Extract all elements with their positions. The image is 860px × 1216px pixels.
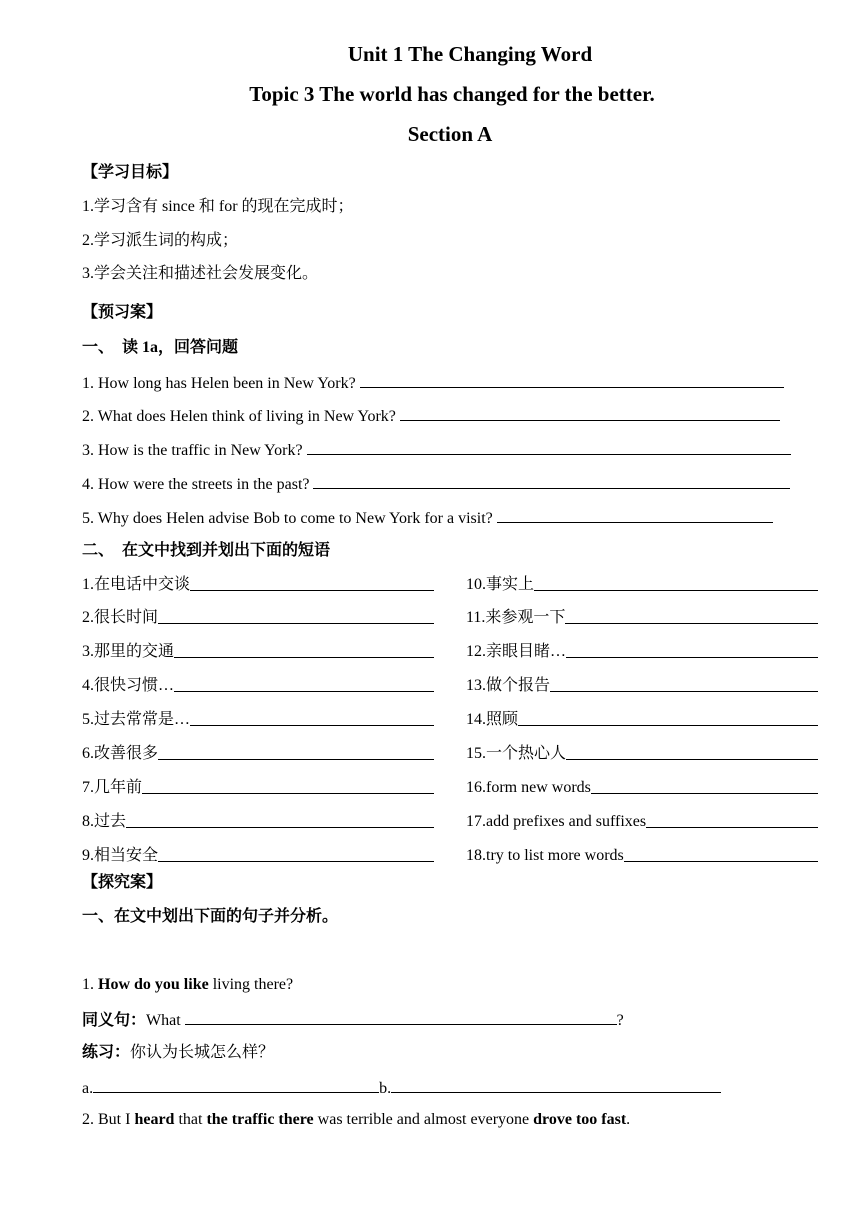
phrase-row [466,575,818,595]
sentence-1: 1. How do you like living there? [82,976,294,993]
phrase-blank[interactable] [518,710,818,726]
phrase-text: 3.那里的交通 [82,643,175,660]
answer-blank[interactable] [307,439,791,455]
phrase-blank[interactable] [126,812,434,828]
question-row [82,507,773,529]
phrase-row [466,812,818,832]
synonym-blank[interactable] [185,1009,617,1025]
question-text: 1. How long has Helen been in New York? [82,375,356,392]
phrase-blank[interactable] [174,642,434,658]
synonym-label: 同义句： [82,1012,147,1029]
answer-ab-row: a. b. [82,1077,721,1099]
answer-blank[interactable] [400,405,780,421]
question-text: 3. How is the traffic in New York? [82,442,303,459]
phrase-blank[interactable] [624,846,818,862]
question-text: 5. Why does Helen advise Bob to come to New York for a visit? [82,510,493,527]
phrase-text: 15.一个热心人 [466,745,567,762]
goal-item: 1.学习含有 since 和 for 的现在完成时； [82,198,354,215]
phrase-row [82,812,434,832]
phrase-row [466,608,818,628]
phrase-row [466,744,818,764]
phrase-blank[interactable] [158,608,434,624]
phrase-row [82,846,434,866]
phrase-text: 13.做个报告 [466,677,551,694]
answer-blank[interactable] [497,507,773,523]
section-title: Section A [407,122,493,146]
synonym-row: 同义句：What ? [82,1009,624,1031]
unit-title: Unit 1 The Changing Word [347,42,593,66]
phrase-blank[interactable] [190,575,434,591]
phrase-blank[interactable] [142,778,434,794]
phrase-row [466,676,818,696]
preview-heading: 【预习案】 [82,304,163,321]
phrase-text: 5.过去常常是… [82,711,191,728]
phrase-row [82,608,434,628]
part1-heading: 一、 读 1a，回答问题 [82,339,239,356]
question-text: 2. What does Helen think of living in New York? [82,408,396,425]
phrase-row [82,575,434,595]
goal-item: 2.学习派生词的构成； [82,232,239,249]
part2-heading: 二、 在文中找到并划出下面的短语 [82,542,331,559]
topic-title: Topic 3 The world has changed for the better. [249,82,655,106]
phrase-text: 8.过去 [82,813,127,830]
phrase-blank[interactable] [534,575,818,591]
phrase-row [82,642,434,662]
phrase-text: 11.来参观一下 [466,609,566,626]
answer-a-blank[interactable] [93,1077,379,1093]
phrase-text: 14.照顾 [466,711,519,728]
phrase-blank[interactable] [566,744,818,760]
question-row [82,405,780,427]
phrase-row [82,676,434,696]
question-row [82,473,790,495]
answer-blank[interactable] [313,473,790,489]
phrase-row [466,846,818,866]
phrase-blank[interactable] [591,778,818,794]
answer-b-blank[interactable] [391,1077,721,1093]
goals-heading: 【学习目标】 [82,164,179,181]
phrase-text: 12.亲眼目睹… [466,643,567,660]
phrase-text: 16.form new words [466,779,591,796]
phrase-blank[interactable] [646,812,818,828]
answer-blank[interactable] [360,372,784,388]
goal-item: 3.学会关注和描述社会发展变化。 [82,265,319,282]
phrase-row [466,710,818,730]
phrase-blank[interactable] [174,676,434,692]
phrase-blank[interactable] [190,710,434,726]
phrase-text: 7.几年前 [82,779,143,796]
question-text: 4. How were the streets in the past? [82,476,310,493]
phrase-blank[interactable] [566,642,818,658]
phrase-text: 1.在电话中交谈 [82,576,191,593]
practice-row: 练习：你认为长城怎么样？ [82,1044,275,1061]
phrase-blank[interactable] [158,744,434,760]
phrase-text: 6.改善很多 [82,745,159,762]
phrase-blank[interactable] [565,608,818,624]
practice-label: 练习： [82,1044,131,1061]
phrase-text: 17.add prefixes and suffixes [466,813,647,830]
phrase-text: 4.很快习惯… [82,677,175,694]
bold-phrase: How do you like [98,976,209,993]
phrase-row [82,710,434,730]
phrase-row [466,778,818,798]
phrase-row [82,778,434,798]
phrase-blank[interactable] [158,846,434,862]
sentence-2: 2. But I heard that the traffic there was terrible and almost everyone drove too fast. [82,1111,631,1128]
phrase-text: 10.事实上 [466,576,535,593]
phrase-text: 2.很长时间 [82,609,159,626]
phrase-blank[interactable] [550,676,818,692]
explore-heading: 【探究案】 [82,874,163,891]
phrase-row [466,642,818,662]
phrase-text: 18.try to list more words [466,847,624,864]
explore-part1-heading: 一、在文中划出下面的句子并分析。 [82,908,339,925]
phrase-text: 9.相当安全 [82,847,159,864]
question-row [82,372,784,394]
question-row [82,439,791,461]
phrase-row [82,744,434,764]
